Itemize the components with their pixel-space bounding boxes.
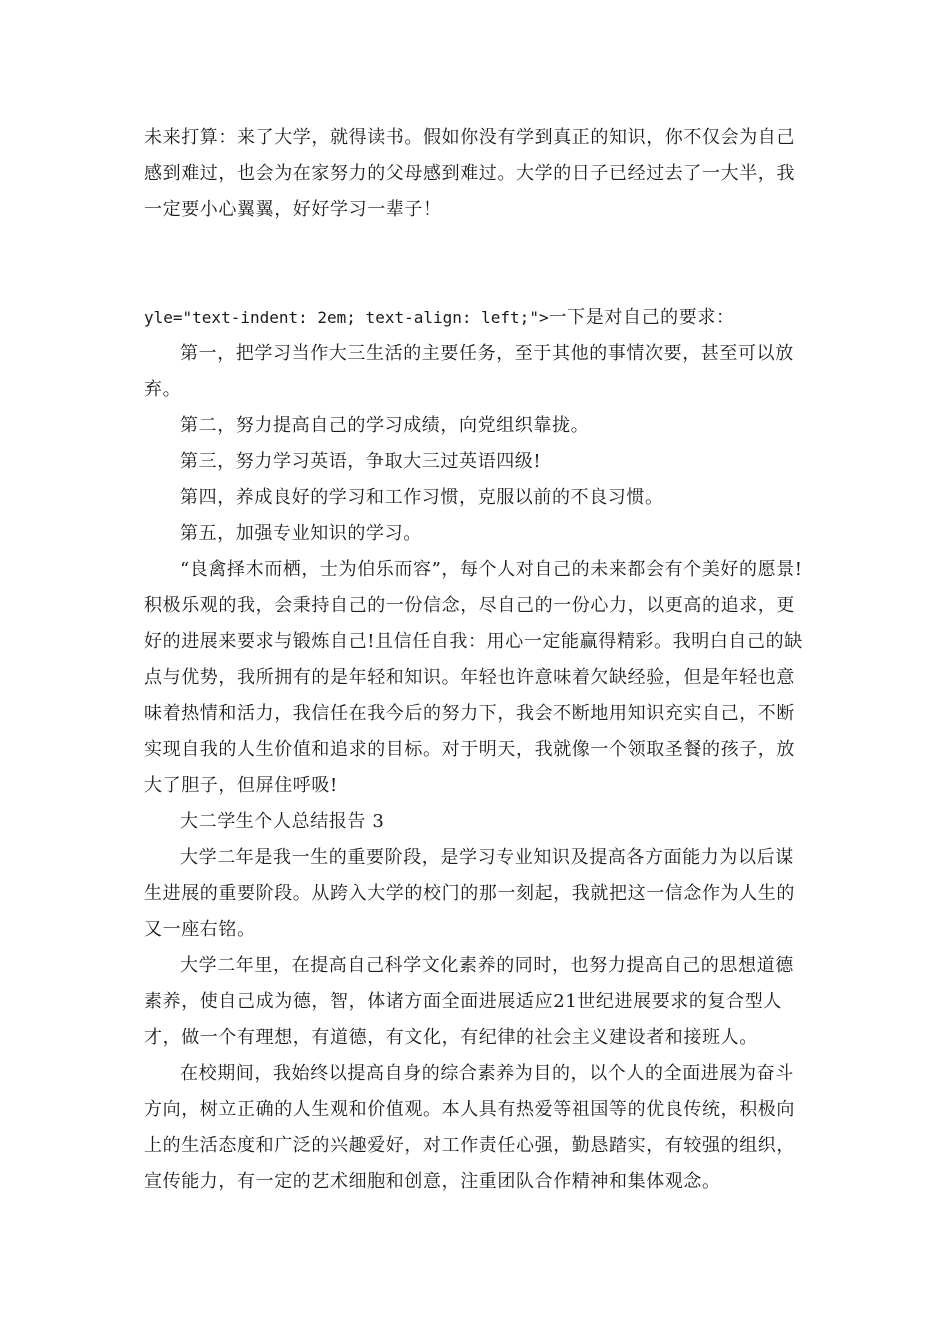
paragraph-vision: “良禽择木而栖，士为伯乐而容”，每个人对自己的未来都会有个美好的愿景!积极乐观的我，会秉持自己的一份信念，尽自己的一份心力，以更高的追求，更好的进展来要求与锻炼自己!且信任自我：用心一定能赢得精彩。我明白自己的缺点与优势，我所拥有的是年轻和知识。年轻也许意味着欠缺经验，但是年轻也意味着热情和活力，我信任在我今后的努力下，我会不断地用知识充实自己，不断实现自我的人生价值和追求的目标。对于明天，我就像一个领取圣餐的孩子，放大了胆子，但屏住呼吸!: [144, 559, 803, 796]
raw-style-code: yle="text-indent: 2em; text-align: left;">: [144, 308, 549, 327]
requirement-item-5: 第五，加强专业知识的学习。: [180, 523, 422, 544]
paragraph-future-plans: 未来打算：来了大学，就得读书。假如你没有学到真正的知识，你不仅会为自己感到难过，也会为在家努力的父母感到难过。大学的日子已经过去了一大半，我一定要小心翼翼，好好学习一辈子！: [144, 127, 795, 220]
section-heading: 大二学生个人总结报告 3: [180, 811, 385, 832]
requirements-intro: 一下是对自己的要求：: [548, 307, 735, 328]
requirement-item-1: 第一，把学习当作大三生活的主要任务，至于其他的事情次要，甚至可以放弃。: [144, 343, 794, 400]
paragraph-important-stage: 大学二年是我一生的重要阶段，是学习专业知识及提高各方面能力为以后谋生进展的重要阶段。从跨入大学的校门的那一刻起，我就把这一信念作为人生的又一座右铭。: [144, 847, 795, 940]
requirement-item-4: 第四，养成良好的学习和工作习惯，克服以前的不良习惯。: [180, 487, 664, 508]
raw-style-line: [144, 300, 804, 336]
paragraph-second-year: 大学二年里，在提高自己科学文化素养的同时，也努力提高自己的思想道德素养，使自己成为德，智，体诸方面全面进展适应21世纪进展要求的复合型人才，做一个有理想，有道德，有文化，有纪律的社会主义建设者和接班人。: [144, 955, 794, 1048]
requirement-item-2: 第二，努力提高自己的学习成绩，向党组织靠拢。: [180, 415, 590, 436]
paragraph-gap: [144, 228, 804, 300]
document-body: [144, 120, 804, 1200]
paragraph-at-school: 在校期间，我始终以提高自身的综合素养为目的，以个人的全面进展为奋斗方向，树立正确的人生观和价值观。本人具有热爱等祖国等的优良传统，积极向上的生活态度和广泛的兴趣爱好，对工作责任心强，勤恳踏实，有较强的组织，宣传能力，有一定的艺术细胞和创意，注重团队合作精神和集体观念。: [144, 1063, 795, 1192]
requirement-item-3: 第三，努力学习英语，争取大三过英语四级!: [180, 451, 542, 472]
